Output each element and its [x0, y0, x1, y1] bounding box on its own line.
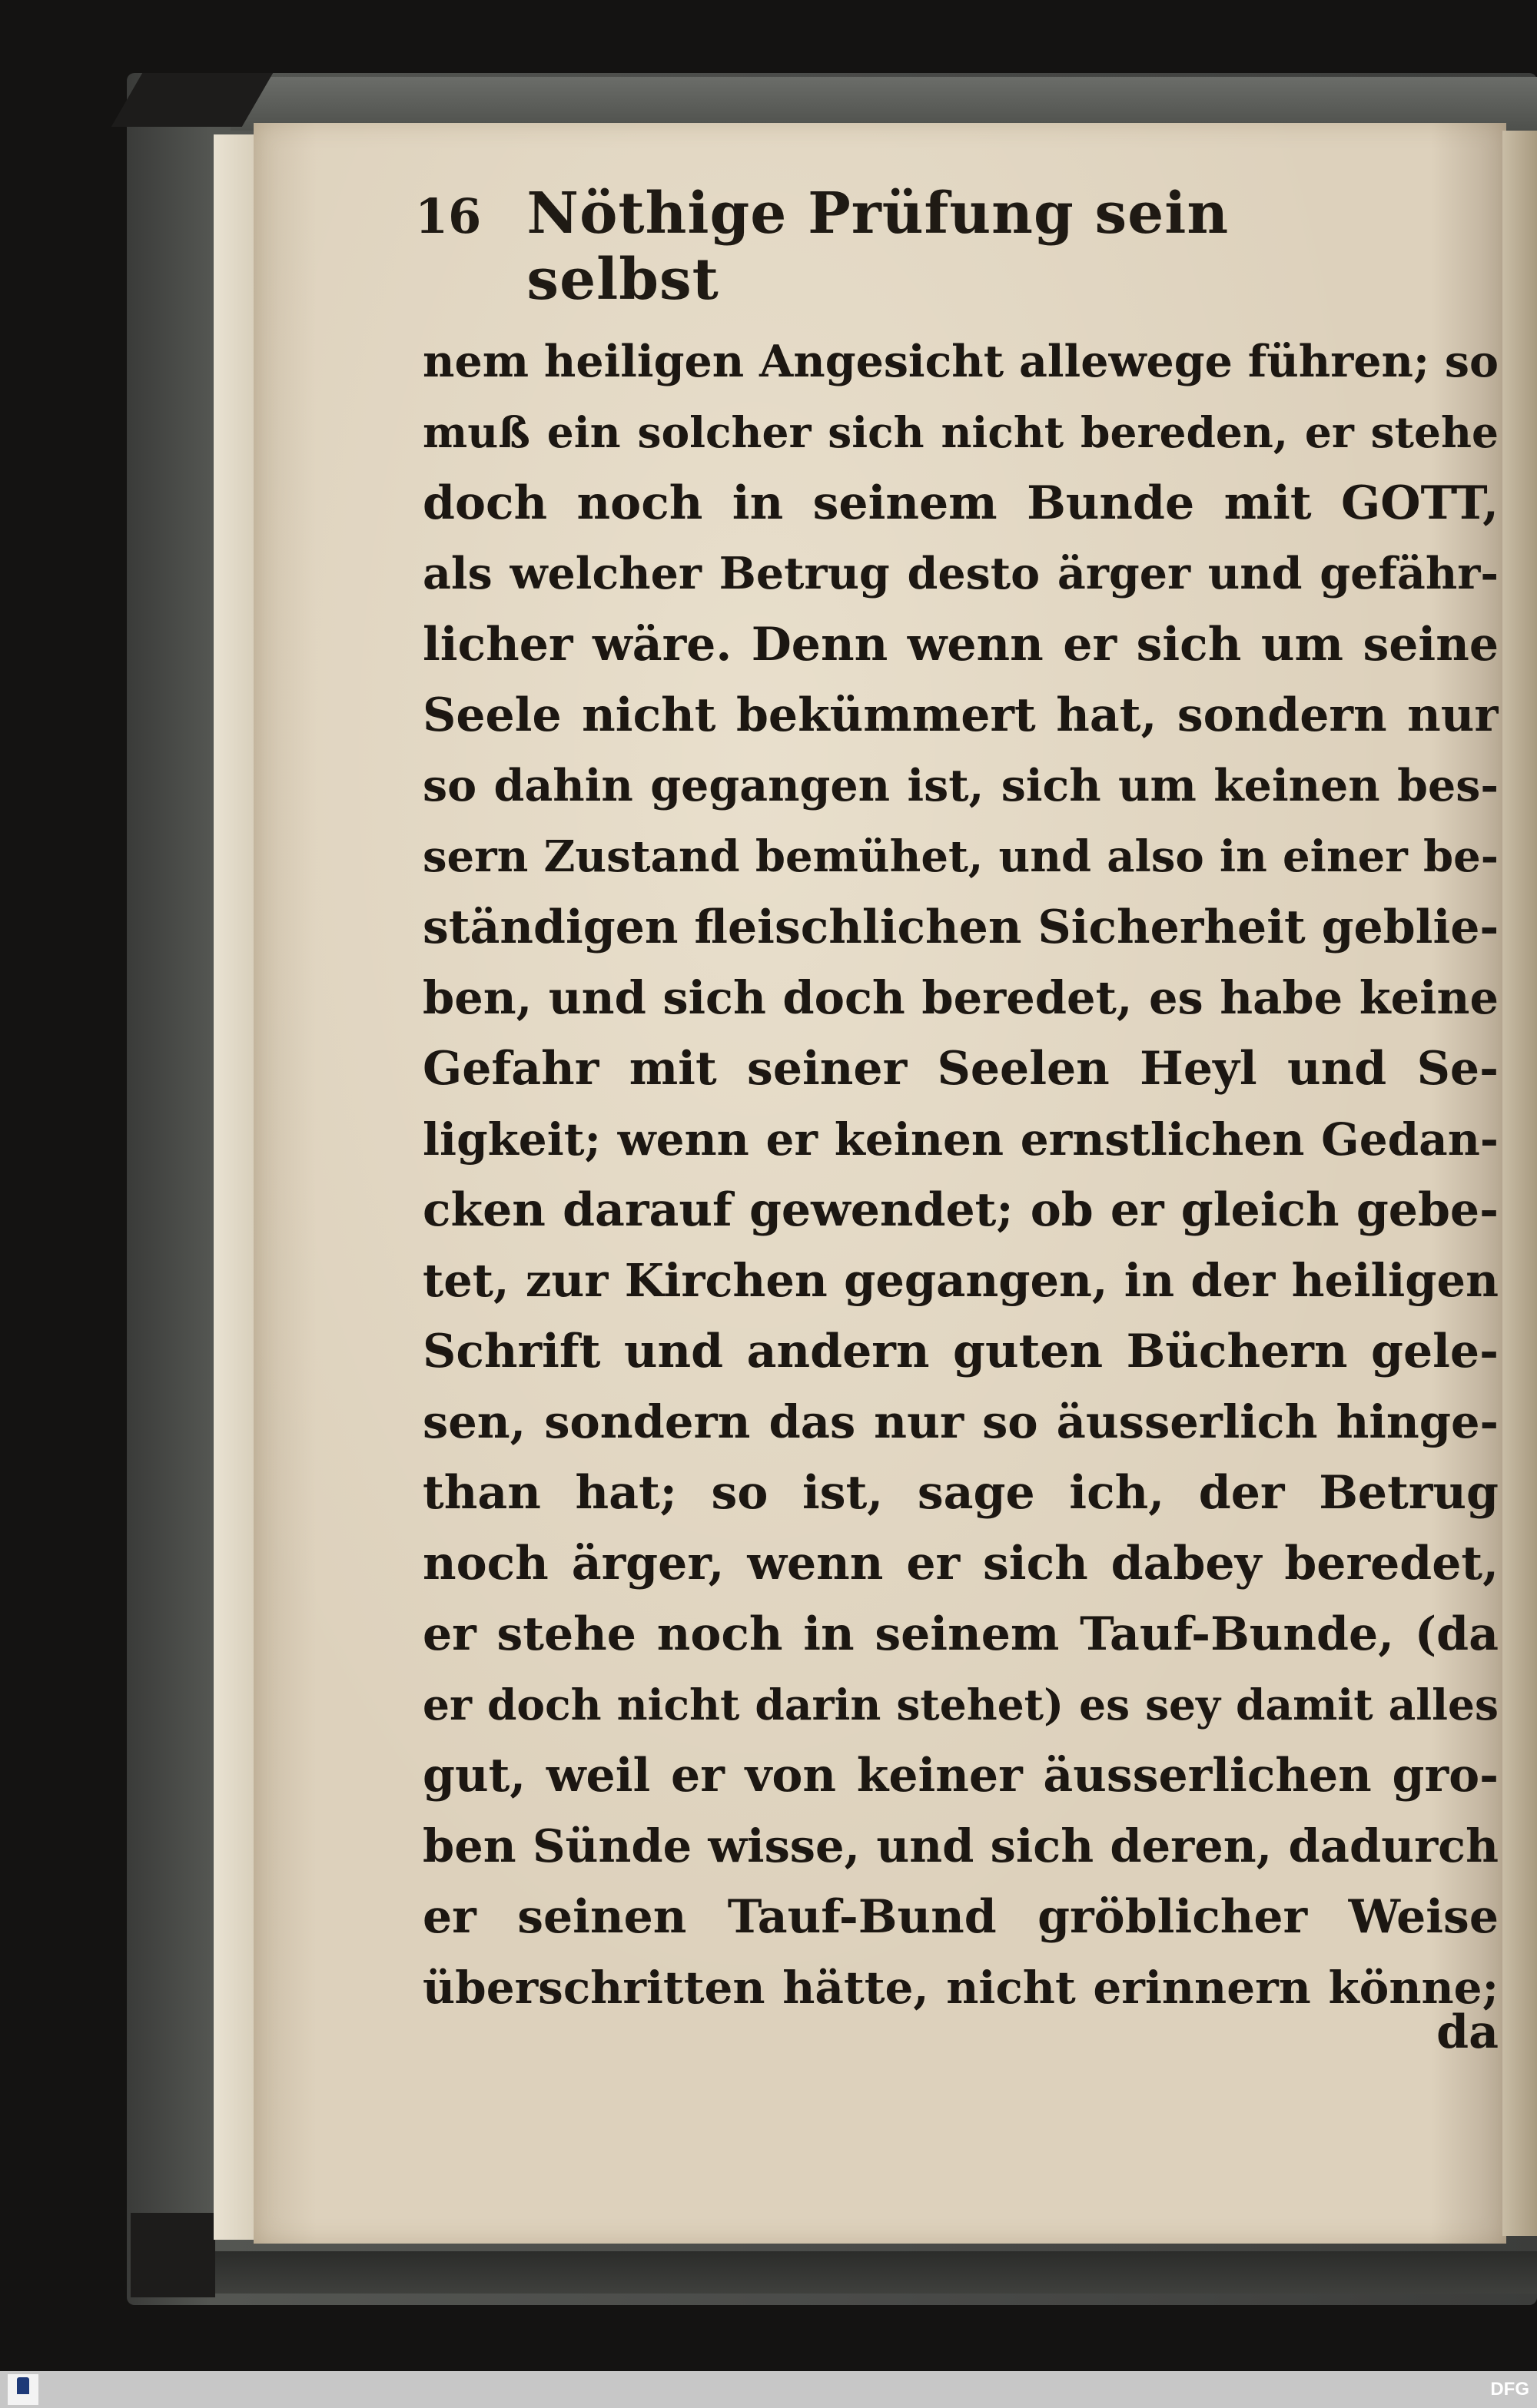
text-line: Gefahr mit seiner Seelen Heyl und Se- [423, 1042, 1499, 1096]
leather-corner-bottom [131, 2213, 215, 2297]
text-line: sern Zustand bemühet, und also in einer be- [423, 831, 1499, 882]
text-line: ben Sünde wisse, und sich deren, dadurch [423, 1819, 1499, 1872]
text-line: er doch nicht darin stehet) es sey damit alles [423, 1680, 1499, 1730]
text-line: ligkeit; wenn er keinen ernstlichen Gedan- [423, 1113, 1499, 1166]
book-cover-bottom-edge [200, 2251, 1537, 2294]
library-emblem-icon [17, 2377, 29, 2394]
text-line: so dahin gegangen ist, sich um keinen bes- [423, 760, 1499, 811]
text-line: noch ärger, wenn er sich dabey beredet, [423, 1537, 1499, 1590]
running-title: Nöthige Prüfung sein selbst [526, 181, 1230, 313]
text-line: er seinen Tauf-Bund gröblicher Weise [423, 1890, 1499, 1944]
dfg-logo: DFG [1490, 2379, 1529, 2400]
text-line: gut, weil er von keiner äusserlichen gro- [423, 1749, 1499, 1803]
text-line: Seele nicht bekümmert hat, sondern nur [423, 688, 1499, 742]
body-text [423, 327, 1499, 2023]
text-line: tet, zur Kirchen gegangen, in der heiligen [423, 1254, 1499, 1307]
text-line: ständigen fleischlichen Sicherheit geblie- [423, 901, 1499, 954]
text-line: ben, und sich doch beredet, es habe keine [423, 971, 1499, 1024]
library-logo-icon [8, 2374, 38, 2405]
catchword: da [1436, 2005, 1499, 2059]
text-line: nem heiligen Angesicht allewege führen; so [423, 336, 1499, 387]
text-line: muß ein solcher sich nicht bereden, er stehe [423, 407, 1499, 457]
text-line: überschritten hätte, nicht erinnern könne; [423, 1962, 1499, 2014]
page-edges-right [1502, 131, 1537, 2236]
footer-bar [0, 2371, 1537, 2408]
text-line: licher wäre. Denn wenn er sich um seine [423, 618, 1499, 672]
text-line: sen, sondern das nur so äusserlich hinge- [423, 1395, 1499, 1448]
page-number: 16 [415, 188, 482, 244]
text-line: than hat; so ist, sage ich, der Betrug [423, 1466, 1499, 1520]
text-line: Schrift und andern guten Büchern gele- [423, 1325, 1499, 1378]
text-line: doch noch in seinem Bunde mit GOTT, [423, 476, 1499, 530]
page-header [415, 181, 1414, 313]
text-line: als welcher Betrug desto ärger und gefähr- [423, 548, 1499, 599]
text-line: cken darauf gewendet; ob er gleich gebe- [423, 1183, 1499, 1237]
page-edges-left [214, 134, 260, 2240]
text-line: er stehe noch in seinem Tauf-Bunde, (da [423, 1607, 1499, 1661]
